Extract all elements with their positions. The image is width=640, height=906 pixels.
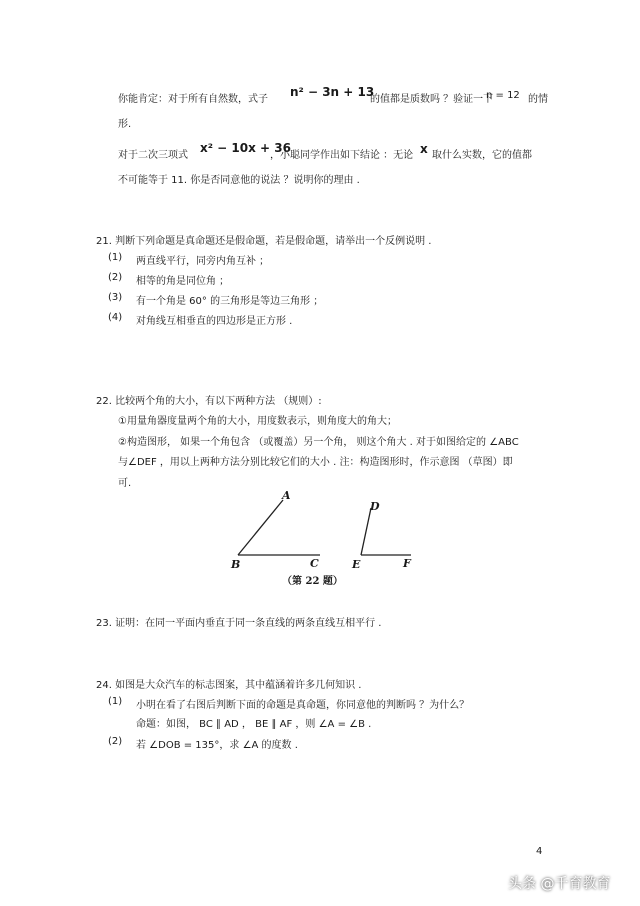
q22-method-2-line-a: ②构造图形， 如果一个角包含 （或覆盖）另一个角， 则这个角大 . 对于如图给定的 ∠ABC <box>118 437 519 448</box>
q21-title: 21. 判断下列命题是真命题还是假命题，若是假命题，请举出一个反例说明 . <box>96 236 432 247</box>
intro-line-1-text-d: 的情 <box>528 94 548 105</box>
q22-title: 22. 比较两个角的大小，有以下两种方法 （规则）: <box>96 396 322 407</box>
q21-item-1-text: 两直线平行，同旁内角互补 ； <box>136 256 270 267</box>
q24-title: 24. 如图是大众汽车的标志图案，其中蕴涵着许多几何知识 . <box>96 680 362 691</box>
q21-item-4-num: (4) <box>108 312 123 323</box>
expression-x-squared: x² − 10x + 36 <box>200 141 291 155</box>
expression-n-squared: n² − 3n + 13 <box>290 85 375 99</box>
page-number: 4 <box>536 846 543 857</box>
fig-label-a: A <box>282 489 291 502</box>
intro-line-3-x: x <box>420 142 428 156</box>
q21-item-2-text: 相等的角是同位角 ； <box>136 276 230 287</box>
fig-label-c: C <box>310 557 319 570</box>
q21-item-2-num: (2) <box>108 272 123 283</box>
intro-line-3-text-b: ，小聪同学作出如下结论 ：无论 <box>270 150 414 161</box>
q22-angle-figure <box>225 488 425 568</box>
q24-item-2-text: 若 ∠DOB = 135°，求 ∠A 的度数 . <box>136 740 298 751</box>
intro-line-1 <box>118 90 268 105</box>
intro-line-4: 不可能等于 11. 你是否同意他的说法 ？说明你的理由 . <box>118 175 360 186</box>
q22-method-2-line-b: 与∠DEF ，用以上两种方法分别比较它们的大小 . 注：构造图形时，作示意图 （草图）即 <box>118 457 513 468</box>
ray-ba <box>238 500 283 555</box>
fig-label-e: E <box>352 558 361 571</box>
q24-item-2-num: (2) <box>108 736 123 747</box>
fig-label-b: B <box>231 558 241 571</box>
q23-text: 23. 证明：在同一平面内垂直于同一条直线的两条直线互相平行 . <box>96 618 382 629</box>
figure-caption: （第 22 题） <box>282 576 343 587</box>
intro-line-1-text-a: 你能肯定：对于所有自然数，式子 <box>118 94 268 105</box>
q22-method-1: ①用量角器度量两个角的大小，用度数表示，则角度大的角大； <box>118 416 397 427</box>
fig-label-f: F <box>403 557 411 570</box>
q21-item-3-num: (3) <box>108 292 123 303</box>
q21-item-4-text: 对角线互相垂直的四边形是正方形 . <box>136 316 293 327</box>
q22-method-2-line-c: 可. <box>118 478 132 489</box>
fig-label-d: D <box>370 500 380 513</box>
intro-line-3-text-c: 取什么实数，它的值都 <box>432 150 532 161</box>
q24-item-1-text: 小明在看了右图后判断下面的命题是真命题，你同意他的判断吗 ？为什么？ <box>136 700 470 711</box>
intro-line-3-text-a: 对于二次三项式 <box>118 150 188 161</box>
q24-item-1-num: (1) <box>108 696 123 707</box>
q21-item-3-text: 有一个角是 60° 的三角形是等边三角形 ； <box>136 296 324 307</box>
ray-ed <box>361 508 371 555</box>
q21-item-1-num: (1) <box>108 252 123 263</box>
intro-line-1-n-value: n = 12 <box>486 90 520 101</box>
watermark-text: 头条 @千育教育 <box>508 876 611 892</box>
intro-line-2: 形. <box>118 119 132 130</box>
intro-line-1-text-b: 的值都是质数吗 ？验证一下 <box>370 94 494 105</box>
q24-item-1-proposition: 命题：如图， BC ∥ AD ， BE ∥ AF ，则 ∠A = ∠B . <box>136 719 372 730</box>
